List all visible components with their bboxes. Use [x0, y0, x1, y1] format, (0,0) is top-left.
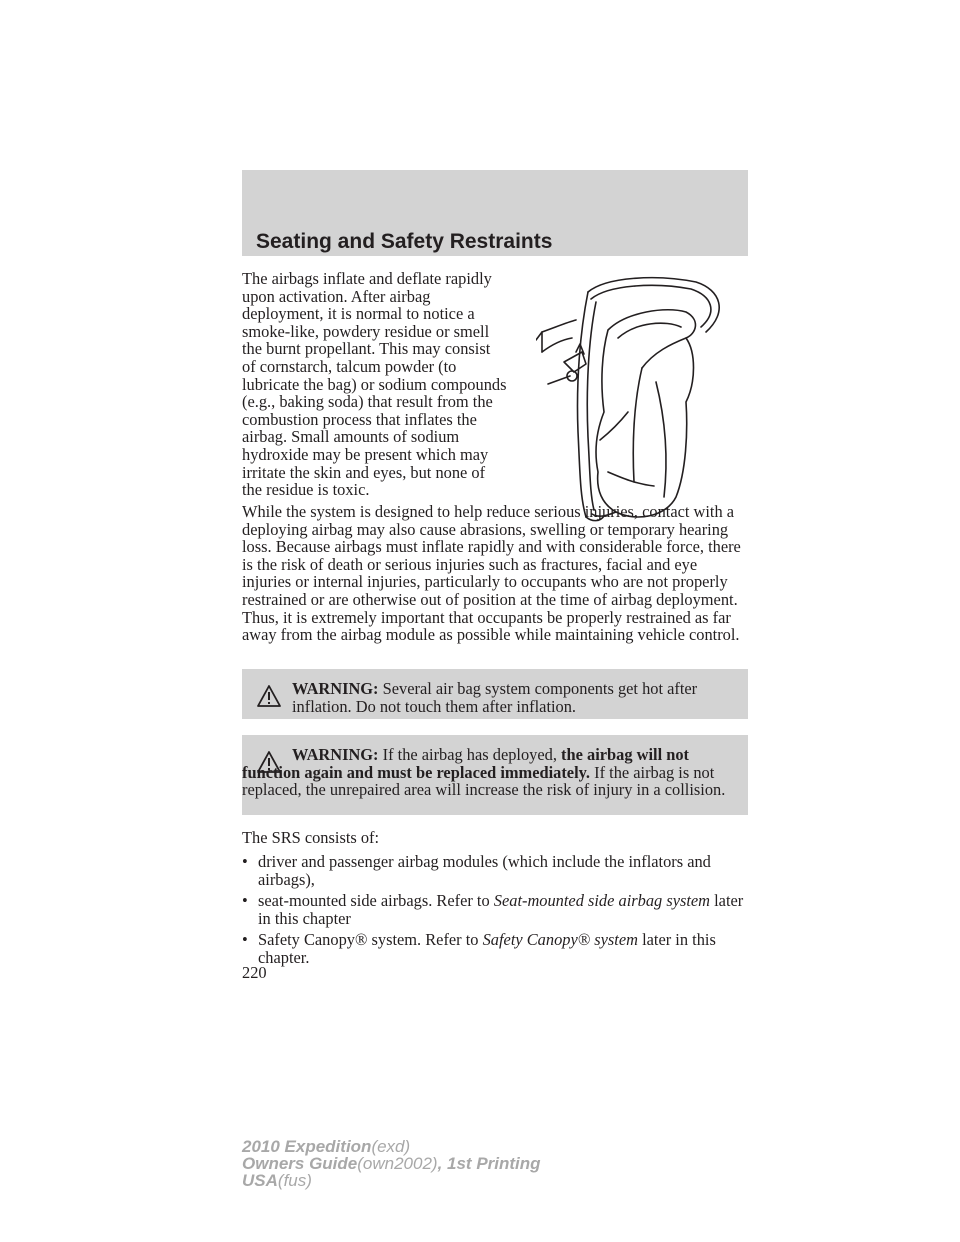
list-item-text: [258, 931, 750, 966]
list-item-tail: later in this chapter.: [258, 930, 716, 967]
warning-body-bold: the airbag will not function again and must be replaced immediately.: [242, 745, 689, 782]
warning-body: Several air bag system components get hot after inflation. Do not touch them after inflation.: [292, 679, 698, 716]
cross-reference: Seat-mounted side airbag system: [493, 891, 711, 910]
airbag-injury-paragraph: While the system is designed to help reduce serious injuries, contact with a deploying airbag may also cause abrasions, swelling or temporary hearing loss. Because airbags must inflate rapidly and with considerable force, there is the risk of death or serious injuries such as fractures, facial and eye injuries or internal injuries, particularly to occupants who are not properly restrained or are otherwise out of position at the time of airbag deployment. Thus, it is extremely important that occupants be properly restrained as far away from the airbag module as possible while maintaining vehicle control.: [242, 502, 741, 645]
warning-text: [242, 680, 734, 715]
list-item-lead: seat-mounted side airbags. Refer to: [258, 891, 490, 910]
footer-market-code: (fus): [277, 1171, 312, 1190]
srs-intro: The SRS consists of:: [242, 828, 380, 847]
footer-line-3: [242, 1172, 541, 1189]
footer-line-1: [242, 1138, 541, 1155]
list-item-tail: later in this chapter: [258, 891, 744, 928]
list-item-lead: Safety Canopy® system. Refer to: [258, 930, 479, 949]
intro-paragraph: The airbags inflate and deflate rapidly upon activation. After airbag deployment, it is normal to notice a smoke-like, powdery residue or smell the burnt propellant. This may consist of cornstarch, talcum powder (to lubricate the bag) or sodium compounds (e.g., baking soda) that result from the combustion process that inflates the airbag. Small amounts of sodium hydroxide may be present which may irritate the skin and eyes, but none of the residue is toxic.: [242, 269, 507, 500]
cross-reference: Safety Canopy® system: [482, 930, 638, 949]
page-title: Seating and Safety Restraints: [256, 230, 553, 253]
warning-label: WARNING:: [292, 679, 379, 698]
bullet-dot: •: [242, 891, 248, 910]
page-number: 220: [242, 963, 267, 982]
footer-market: USA: [242, 1171, 278, 1190]
footer-model-code: (exd): [371, 1137, 411, 1156]
footer-guide-code: (own2002): [357, 1154, 438, 1173]
warning-body-b: If the airbag is not replaced, the unrepaired area will increase the risk of injury in a collision.: [242, 762, 726, 800]
footer-model: 2010 Expedition: [242, 1137, 372, 1156]
warning-label: WARNING:: [292, 745, 379, 764]
warning-box-hot-components: [242, 669, 748, 719]
footer-imprint: [242, 1138, 541, 1189]
deployed-airbag-illustration: [536, 272, 748, 526]
warning-text: [242, 746, 742, 799]
bullet-dot: •: [242, 930, 248, 949]
footer-line-2: [242, 1155, 541, 1172]
footer-guide: Owners Guide: [242, 1154, 358, 1173]
list-item-text: [258, 892, 750, 927]
footer-printing: , 1st Printing: [437, 1154, 541, 1173]
list-item-text: driver and passenger airbag modules (which include the inflators and airbags),: [258, 852, 711, 889]
warning-box-replace-airbag: [242, 735, 748, 815]
bullet-dot: •: [242, 852, 248, 871]
warning-body-a: If the airbag has deployed,: [382, 745, 557, 764]
